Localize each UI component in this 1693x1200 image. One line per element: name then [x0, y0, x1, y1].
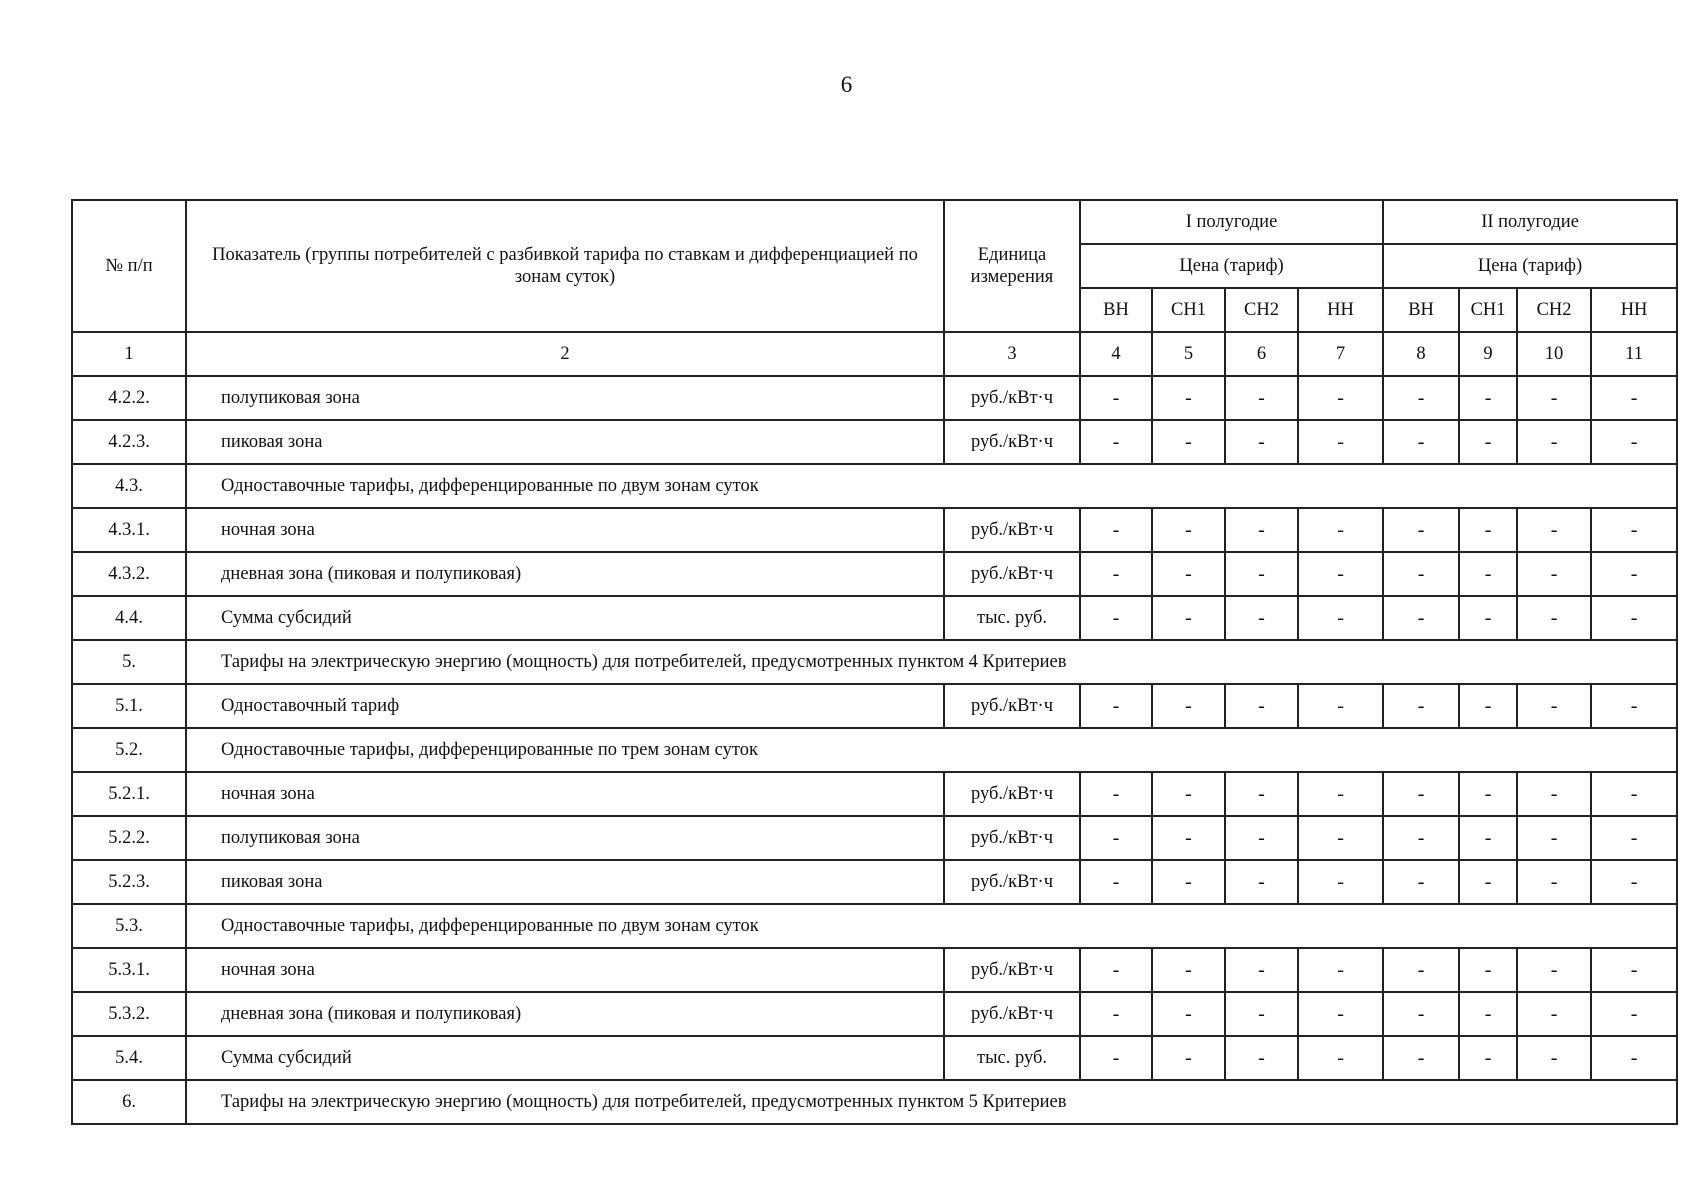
row-number: 5.2.	[72, 728, 186, 772]
tariff-value: -	[1225, 376, 1298, 420]
tariff-value: -	[1383, 508, 1459, 552]
tariff-value: -	[1383, 816, 1459, 860]
tariff-value: -	[1383, 860, 1459, 904]
tariff-value: -	[1517, 772, 1591, 816]
unit: руб./кВт·ч	[944, 552, 1080, 596]
tariff-value: -	[1383, 1036, 1459, 1080]
tariff-value: -	[1517, 684, 1591, 728]
row-number: 6.	[72, 1080, 186, 1124]
row-number: 4.3.	[72, 464, 186, 508]
tariff-value: -	[1459, 948, 1517, 992]
tariff-value: -	[1298, 992, 1383, 1036]
tariff-value: -	[1459, 992, 1517, 1036]
row-number: 4.4.	[72, 596, 186, 640]
tariff-value: -	[1517, 992, 1591, 1036]
tariff-value: -	[1298, 552, 1383, 596]
tariff-value: -	[1591, 992, 1677, 1036]
tariff-value: -	[1383, 420, 1459, 464]
tariff-value: -	[1591, 376, 1677, 420]
section-title: Одноставочные тарифы, дифференцированные по двум зонам суток	[186, 464, 1677, 508]
tariff-value: -	[1225, 992, 1298, 1036]
tariff-value: -	[1517, 816, 1591, 860]
indicator-name: Одноставочный тариф	[186, 684, 944, 728]
unit: руб./кВт·ч	[944, 992, 1080, 1036]
indicator-name: ночная зона	[186, 948, 944, 992]
header-level-2-1: ВН	[1383, 288, 1459, 332]
tariff-value: -	[1459, 376, 1517, 420]
tariff-value: -	[1459, 816, 1517, 860]
tariff-value: -	[1152, 684, 1225, 728]
column-number: 11	[1591, 332, 1677, 376]
tariff-value: -	[1591, 552, 1677, 596]
section-title: Тарифы на электрическую энергию (мощность) для потребителей, предусмотренных пунктом 5 Критериев	[186, 1080, 1677, 1124]
tariff-value: -	[1517, 376, 1591, 420]
tariff-value: -	[1152, 420, 1225, 464]
tariff-value: -	[1225, 816, 1298, 860]
section-row	[72, 640, 1677, 684]
table-row	[72, 772, 1677, 816]
column-number: 3	[944, 332, 1080, 376]
tariff-value: -	[1591, 816, 1677, 860]
tariff-value: -	[1152, 1036, 1225, 1080]
tariff-value: -	[1383, 684, 1459, 728]
section-title: Одноставочные тарифы, дифференцированные по двум зонам суток	[186, 904, 1677, 948]
column-number: 7	[1298, 332, 1383, 376]
tariff-value: -	[1517, 552, 1591, 596]
tariff-value: -	[1152, 552, 1225, 596]
tariff-value: -	[1080, 860, 1152, 904]
tariff-value: -	[1298, 1036, 1383, 1080]
tariff-value: -	[1383, 552, 1459, 596]
table-header	[72, 200, 1677, 376]
section-title: Одноставочные тарифы, дифференцированные по трем зонам суток	[186, 728, 1677, 772]
tariff-value: -	[1152, 596, 1225, 640]
tariff-value: -	[1298, 860, 1383, 904]
tariff-table	[71, 199, 1678, 1125]
column-number: 4	[1080, 332, 1152, 376]
table-row	[72, 860, 1677, 904]
column-numbers-row	[72, 332, 1677, 376]
row-number: 5.1.	[72, 684, 186, 728]
tariff-value: -	[1591, 772, 1677, 816]
tariff-value: -	[1152, 772, 1225, 816]
header-level-2-4: НН	[1591, 288, 1677, 332]
row-number: 4.3.2.	[72, 552, 186, 596]
tariff-value: -	[1591, 596, 1677, 640]
tariff-value: -	[1383, 772, 1459, 816]
row-number: 5.2.1.	[72, 772, 186, 816]
tariff-value: -	[1080, 684, 1152, 728]
row-number: 4.2.3.	[72, 420, 186, 464]
header-level-1-1: ВН	[1080, 288, 1152, 332]
tariff-value: -	[1459, 552, 1517, 596]
table-row	[72, 508, 1677, 552]
header-price-1: Цена (тариф)	[1080, 244, 1383, 288]
unit: тыс. руб.	[944, 1036, 1080, 1080]
row-number: 5.3.2.	[72, 992, 186, 1036]
tariff-value: -	[1459, 420, 1517, 464]
indicator-name: пиковая зона	[186, 420, 944, 464]
table-body	[72, 376, 1677, 1124]
section-row	[72, 904, 1677, 948]
tariff-value: -	[1080, 948, 1152, 992]
header-col-num: № п/п	[72, 200, 186, 332]
tariff-value: -	[1591, 1036, 1677, 1080]
column-number: 10	[1517, 332, 1591, 376]
header-half-1: I полугодие	[1080, 200, 1383, 244]
table-row	[72, 816, 1677, 860]
table-row	[72, 684, 1677, 728]
tariff-value: -	[1225, 684, 1298, 728]
row-number: 4.2.2.	[72, 376, 186, 420]
row-number: 5.4.	[72, 1036, 186, 1080]
tariff-value: -	[1080, 552, 1152, 596]
section-row	[72, 1080, 1677, 1124]
tariff-value: -	[1152, 948, 1225, 992]
tariff-value: -	[1459, 596, 1517, 640]
tariff-value: -	[1591, 860, 1677, 904]
tariff-value: -	[1225, 508, 1298, 552]
table-row	[72, 376, 1677, 420]
row-number: 4.3.1.	[72, 508, 186, 552]
tariff-value: -	[1080, 772, 1152, 816]
tariff-value: -	[1080, 1036, 1152, 1080]
header-level-1-3: СН2	[1225, 288, 1298, 332]
indicator-name: ночная зона	[186, 772, 944, 816]
tariff-value: -	[1591, 684, 1677, 728]
section-row	[72, 464, 1677, 508]
tariff-value: -	[1152, 816, 1225, 860]
section-title: Тарифы на электрическую энергию (мощность) для потребителей, предусмотренных пунктом 4 Критериев	[186, 640, 1677, 684]
tariff-value: -	[1080, 376, 1152, 420]
tariff-value: -	[1517, 596, 1591, 640]
indicator-name: дневная зона (пиковая и полупиковая)	[186, 992, 944, 1036]
tariff-value: -	[1517, 860, 1591, 904]
tariff-value: -	[1459, 684, 1517, 728]
tariff-value: -	[1080, 420, 1152, 464]
tariff-value: -	[1152, 992, 1225, 1036]
table-row	[72, 1036, 1677, 1080]
header-level-1-4: НН	[1298, 288, 1383, 332]
tariff-value: -	[1591, 508, 1677, 552]
header-level-1-2: СН1	[1152, 288, 1225, 332]
tariff-value: -	[1591, 420, 1677, 464]
unit: руб./кВт·ч	[944, 420, 1080, 464]
tariff-value: -	[1383, 596, 1459, 640]
indicator-name: ночная зона	[186, 508, 944, 552]
row-number: 5.2.2.	[72, 816, 186, 860]
header-col-indicator: Показатель (группы потребителей с разбивкой тарифа по ставкам и дифференциацией по зонам суток)	[186, 200, 944, 332]
table-row	[72, 552, 1677, 596]
unit: руб./кВт·ч	[944, 816, 1080, 860]
unit: руб./кВт·ч	[944, 860, 1080, 904]
tariff-value: -	[1298, 948, 1383, 992]
column-number: 9	[1459, 332, 1517, 376]
tariff-value: -	[1080, 596, 1152, 640]
tariff-value: -	[1298, 816, 1383, 860]
header-price-2: Цена (тариф)	[1383, 244, 1677, 288]
tariff-value: -	[1225, 860, 1298, 904]
tariff-value: -	[1459, 508, 1517, 552]
table-row	[72, 948, 1677, 992]
section-row	[72, 728, 1677, 772]
tariff-value: -	[1517, 1036, 1591, 1080]
tariff-value: -	[1298, 376, 1383, 420]
header-col-unit: Единица измерения	[944, 200, 1080, 332]
tariff-value: -	[1225, 1036, 1298, 1080]
header-level-2-2: СН1	[1459, 288, 1517, 332]
tariff-value: -	[1517, 948, 1591, 992]
tariff-value: -	[1459, 860, 1517, 904]
column-number: 1	[72, 332, 186, 376]
table-row	[72, 596, 1677, 640]
tariff-value: -	[1225, 420, 1298, 464]
tariff-value: -	[1459, 1036, 1517, 1080]
tariff-value: -	[1298, 772, 1383, 816]
tariff-value: -	[1080, 508, 1152, 552]
tariff-value: -	[1080, 992, 1152, 1036]
tariff-value: -	[1383, 948, 1459, 992]
tariff-value: -	[1225, 596, 1298, 640]
indicator-name: полупиковая зона	[186, 816, 944, 860]
row-number: 5.	[72, 640, 186, 684]
header-half-2: II полугодие	[1383, 200, 1677, 244]
column-number: 8	[1383, 332, 1459, 376]
indicator-name: Сумма субсидий	[186, 1036, 944, 1080]
tariff-value: -	[1383, 992, 1459, 1036]
tariff-value: -	[1298, 508, 1383, 552]
tariff-value: -	[1517, 508, 1591, 552]
tariff-value: -	[1591, 948, 1677, 992]
row-number: 5.2.3.	[72, 860, 186, 904]
tariff-value: -	[1152, 376, 1225, 420]
row-number: 5.3.	[72, 904, 186, 948]
tariff-value: -	[1383, 376, 1459, 420]
page-number: 6	[840, 72, 853, 97]
column-number: 5	[1152, 332, 1225, 376]
indicator-name: дневная зона (пиковая и полупиковая)	[186, 552, 944, 596]
tariff-value: -	[1517, 420, 1591, 464]
row-number: 5.3.1.	[72, 948, 186, 992]
tariff-value: -	[1080, 816, 1152, 860]
column-number: 6	[1225, 332, 1298, 376]
tariff-value: -	[1459, 772, 1517, 816]
indicator-name: полупиковая зона	[186, 376, 944, 420]
unit: тыс. руб.	[944, 596, 1080, 640]
unit: руб./кВт·ч	[944, 508, 1080, 552]
indicator-name: пиковая зона	[186, 860, 944, 904]
tariff-value: -	[1298, 684, 1383, 728]
column-number: 2	[186, 332, 944, 376]
unit: руб./кВт·ч	[944, 684, 1080, 728]
tariff-value: -	[1225, 552, 1298, 596]
unit: руб./кВт·ч	[944, 772, 1080, 816]
indicator-name: Сумма субсидий	[186, 596, 944, 640]
tariff-value: -	[1152, 508, 1225, 552]
unit: руб./кВт·ч	[944, 376, 1080, 420]
tariff-value: -	[1298, 596, 1383, 640]
tariff-value: -	[1225, 948, 1298, 992]
header-level-2-3: СН2	[1517, 288, 1591, 332]
tariff-value: -	[1225, 772, 1298, 816]
table-row	[72, 420, 1677, 464]
tariff-value: -	[1152, 860, 1225, 904]
unit: руб./кВт·ч	[944, 948, 1080, 992]
tariff-value: -	[1298, 420, 1383, 464]
table-row	[72, 992, 1677, 1036]
